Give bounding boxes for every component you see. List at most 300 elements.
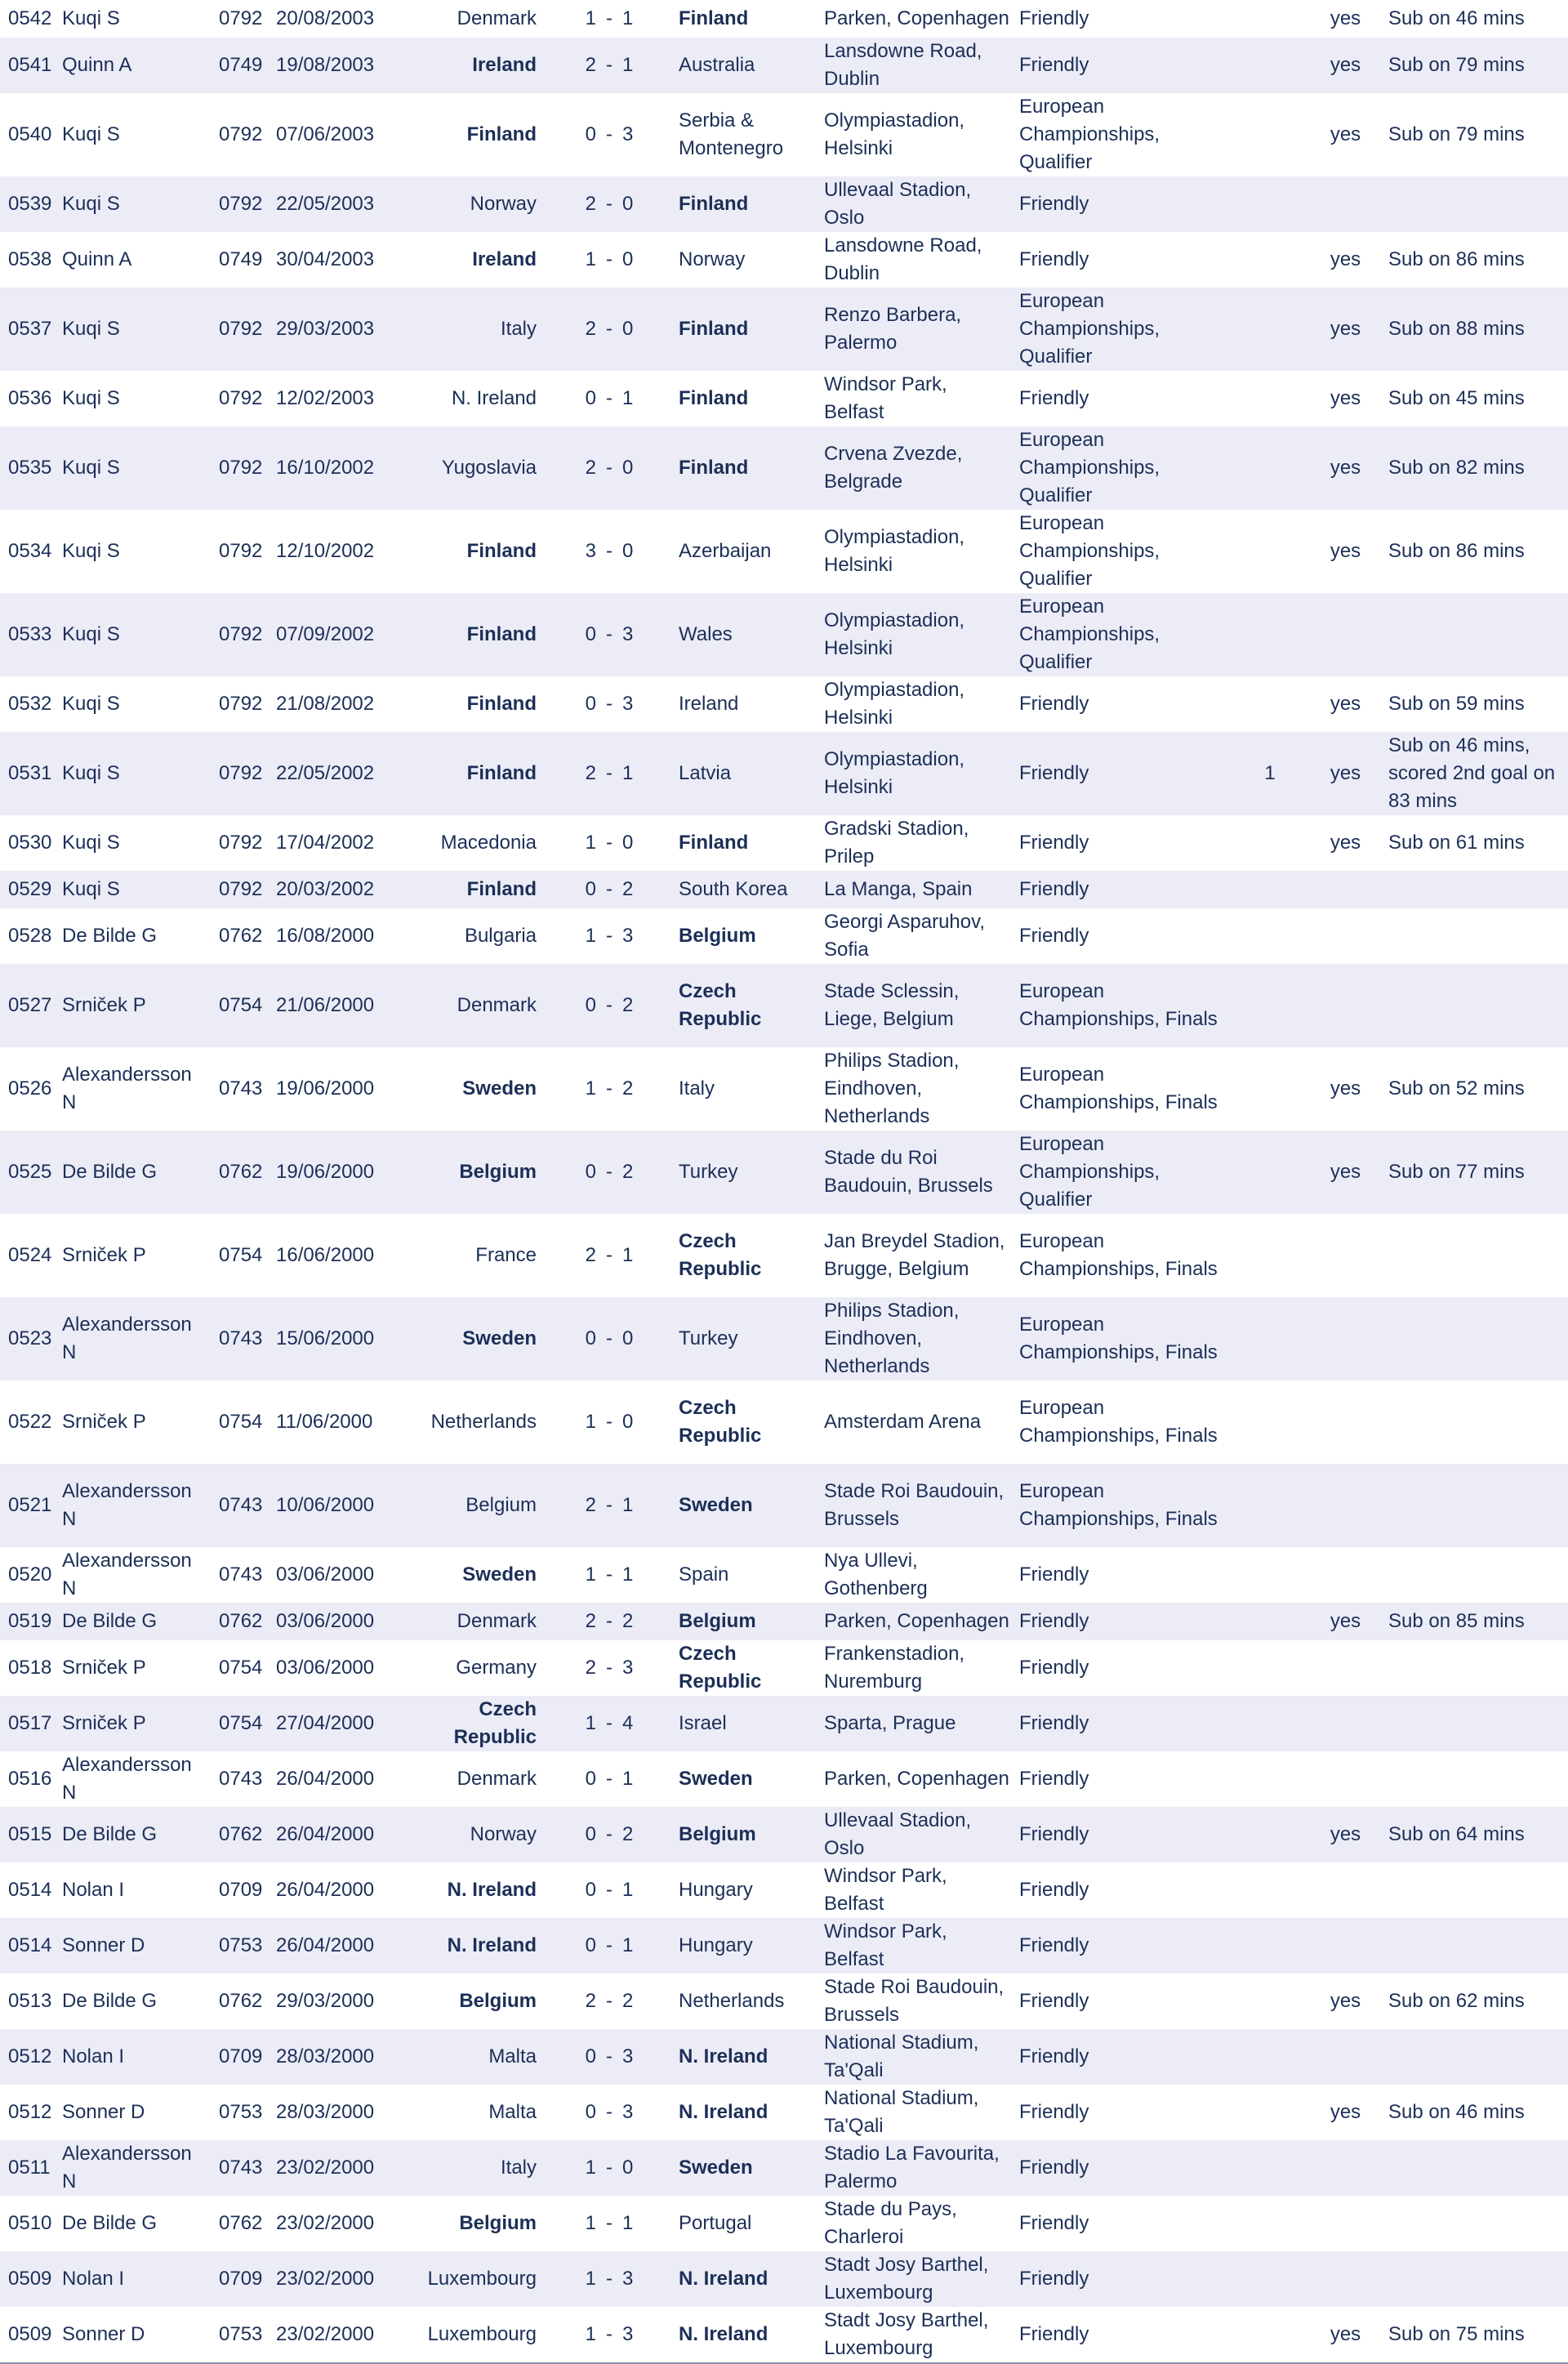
player-name: Kuqi S <box>54 288 211 371</box>
player-name: De Bilde G <box>54 1807 211 1862</box>
away-goals: 1 <box>622 1563 634 1586</box>
substitute-flag: yes <box>1311 93 1380 176</box>
goals-scored <box>1221 2029 1311 2085</box>
match-number: 0531 <box>0 732 54 815</box>
match-notes: Sub on 46 mins <box>1380 2085 1568 2140</box>
match-date: 07/09/2002 <box>268 593 394 676</box>
home-team: Sweden <box>394 1047 548 1131</box>
match-score <box>548 676 670 732</box>
player-id: 0753 <box>211 2085 268 2140</box>
away-team: Finland <box>670 815 816 871</box>
score-separator: - <box>596 1327 622 1349</box>
home-goals: 0 <box>585 1768 596 1790</box>
player-name: De Bilde G <box>54 2196 211 2251</box>
match-notes: Sub on 82 mins <box>1380 426 1568 510</box>
home-goals: 2 <box>585 1990 596 2012</box>
match-notes: Sub on 59 mins <box>1380 676 1568 732</box>
match-date: 17/04/2002 <box>268 815 394 871</box>
match-number: 0524 <box>0 1214 54 1297</box>
match-notes: Sub on 75 mins <box>1380 2307 1568 2363</box>
home-team: Finland <box>394 732 548 815</box>
player-name: De Bilde G <box>54 908 211 964</box>
player-id: 0709 <box>211 1862 268 1918</box>
competition: Friendly <box>1011 176 1221 232</box>
match-score <box>548 964 670 1047</box>
home-team: Finland <box>394 93 548 176</box>
match-number: 0515 <box>0 1807 54 1862</box>
match-score <box>548 1918 670 1974</box>
home-goals: 2 <box>585 1657 596 1679</box>
away-team: Serbia & Montenegro <box>670 93 816 176</box>
match-score <box>548 1131 670 1214</box>
match-venue: Stadio La Favourita, Palermo <box>816 2140 1011 2196</box>
match-number: 0539 <box>0 176 54 232</box>
match-score <box>548 2085 670 2140</box>
substitute-flag: yes <box>1311 1047 1380 1131</box>
match-score <box>548 1464 670 1547</box>
home-goals: 1 <box>585 2212 596 2234</box>
match-date: 07/06/2003 <box>268 93 394 176</box>
competition: Friendly <box>1011 732 1221 815</box>
match-venue: Windsor Park, Belfast <box>816 1862 1011 1918</box>
match-score <box>548 176 670 232</box>
competition: Friendly <box>1011 2085 1221 2140</box>
goals-scored <box>1221 371 1311 426</box>
match-number: 0512 <box>0 2085 54 2140</box>
score-separator: - <box>596 762 622 784</box>
match-number: 0525 <box>0 1131 54 1214</box>
goals-scored <box>1221 964 1311 1047</box>
score-separator: - <box>596 123 622 145</box>
away-team: N. Ireland <box>670 2029 816 2085</box>
competition: Friendly <box>1011 2251 1221 2307</box>
player-name: Kuqi S <box>54 871 211 908</box>
table-row <box>0 1751 1568 1807</box>
away-goals: 3 <box>622 1657 634 1679</box>
home-team: Finland <box>394 593 548 676</box>
match-notes <box>1380 176 1568 232</box>
match-date: 12/02/2003 <box>268 371 394 426</box>
table-row <box>0 2085 1568 2140</box>
match-score <box>548 510 670 593</box>
match-notes <box>1380 964 1568 1047</box>
away-goals: 1 <box>622 1494 634 1516</box>
goals-scored <box>1221 1464 1311 1547</box>
substitute-flag: yes <box>1311 1807 1380 1862</box>
player-name: De Bilde G <box>54 1603 211 1640</box>
substitute-flag <box>1311 908 1380 964</box>
match-date: 26/04/2000 <box>268 1918 394 1974</box>
home-team: Sweden <box>394 1297 548 1380</box>
match-score <box>548 1696 670 1751</box>
competition: Friendly <box>1011 815 1221 871</box>
match-venue: Olympiastadion, Helsinki <box>816 510 1011 593</box>
away-goals: 3 <box>622 2045 634 2067</box>
goals-scored <box>1221 510 1311 593</box>
table-row <box>0 964 1568 1047</box>
player-name: Sonner D <box>54 2307 211 2363</box>
away-goals: 0 <box>622 540 634 562</box>
match-score <box>548 2307 670 2363</box>
goals-scored <box>1221 593 1311 676</box>
score-separator: - <box>596 1161 622 1183</box>
away-goals: 2 <box>622 1610 634 1632</box>
goals-scored <box>1221 2085 1311 2140</box>
goals-scored <box>1221 1214 1311 1297</box>
table-row <box>0 93 1568 176</box>
home-goals: 0 <box>585 123 596 145</box>
player-id: 0792 <box>211 732 268 815</box>
competition: Friendly <box>1011 1807 1221 1862</box>
match-notes <box>1380 908 1568 964</box>
match-date: 19/06/2000 <box>268 1047 394 1131</box>
table-row <box>0 593 1568 676</box>
score-separator: - <box>596 248 622 270</box>
substitute-flag <box>1311 1918 1380 1974</box>
away-goals: 1 <box>622 54 634 76</box>
away-team: Turkey <box>670 1131 816 1214</box>
player-id: 0749 <box>211 38 268 93</box>
goals-scored <box>1221 1918 1311 1974</box>
away-goals: 1 <box>622 1244 634 1266</box>
player-name: Srniček P <box>54 964 211 1047</box>
player-name: Kuqi S <box>54 93 211 176</box>
score-separator: - <box>596 925 622 947</box>
match-number: 0520 <box>0 1547 54 1603</box>
away-goals: 0 <box>622 832 634 854</box>
match-venue: Olympiastadion, Helsinki <box>816 732 1011 815</box>
away-team: Belgium <box>670 1603 816 1640</box>
player-name: Nolan I <box>54 2251 211 2307</box>
table-row <box>0 2140 1568 2196</box>
substitute-flag: yes <box>1311 1974 1380 2029</box>
match-venue: Frankenstadion, Nuremburg <box>816 1640 1011 1696</box>
player-name: Srniček P <box>54 1380 211 1464</box>
goals-scored <box>1221 1974 1311 2029</box>
goals-scored <box>1221 1640 1311 1696</box>
away-team: Czech Republic <box>670 964 816 1047</box>
away-team: Sweden <box>670 2140 816 2196</box>
goals-scored <box>1221 1547 1311 1603</box>
home-goals: 1 <box>585 925 596 947</box>
match-score <box>548 1751 670 1807</box>
home-team: Malta <box>394 2085 548 2140</box>
match-venue: Olympiastadion, Helsinki <box>816 593 1011 676</box>
match-venue: Stadt Josy Barthel, Luxembourg <box>816 2307 1011 2363</box>
competition: Friendly <box>1011 371 1221 426</box>
table-row <box>0 2029 1568 2085</box>
match-date: 29/03/2000 <box>268 1974 394 2029</box>
substitute-flag <box>1311 2196 1380 2251</box>
match-date: 16/10/2002 <box>268 426 394 510</box>
match-number: 0517 <box>0 1696 54 1751</box>
goals-scored <box>1221 1047 1311 1131</box>
away-team: Belgium <box>670 908 816 964</box>
table-row <box>0 371 1568 426</box>
match-number: 0511 <box>0 2140 54 2196</box>
table-row <box>0 1807 1568 1862</box>
match-number: 0522 <box>0 1380 54 1464</box>
score-separator: - <box>596 1990 622 2012</box>
competition: European Championships, Finals <box>1011 1380 1221 1464</box>
away-team: Norway <box>670 232 816 288</box>
home-goals: 3 <box>585 540 596 562</box>
home-team: Netherlands <box>394 1380 548 1464</box>
home-goals: 1 <box>585 1077 596 1099</box>
competition: Friendly <box>1011 1751 1221 1807</box>
table-row <box>0 232 1568 288</box>
match-score <box>548 2140 670 2196</box>
match-venue: Lansdowne Road, Dublin <box>816 38 1011 93</box>
goals-scored <box>1221 93 1311 176</box>
match-notes <box>1380 2140 1568 2196</box>
player-name: Sonner D <box>54 2085 211 2140</box>
table-row <box>0 1297 1568 1380</box>
match-score <box>548 1547 670 1603</box>
table-row <box>0 510 1568 593</box>
match-number: 0538 <box>0 232 54 288</box>
table-row <box>0 0 1568 38</box>
competition: European Championships, Finals <box>1011 1214 1221 1297</box>
match-date: 15/06/2000 <box>268 1297 394 1380</box>
match-notes <box>1380 1640 1568 1696</box>
player-name: Sonner D <box>54 1918 211 1974</box>
score-separator: - <box>596 2157 622 2179</box>
match-notes: Sub on 85 mins <box>1380 1603 1568 1640</box>
match-venue: Parken, Copenhagen <box>816 1751 1011 1807</box>
home-goals: 2 <box>585 457 596 479</box>
home-team: Ireland <box>394 232 548 288</box>
away-goals: 0 <box>622 1411 634 1433</box>
player-id: 0754 <box>211 1696 268 1751</box>
substitute-flag <box>1311 1214 1380 1297</box>
match-notes: Sub on 86 mins <box>1380 232 1568 288</box>
substitute-flag <box>1311 1547 1380 1603</box>
goals-scored <box>1221 1862 1311 1918</box>
match-score <box>548 1047 670 1131</box>
match-score <box>548 1640 670 1696</box>
home-team: Macedonia <box>394 815 548 871</box>
player-id: 0792 <box>211 815 268 871</box>
player-id: 0792 <box>211 93 268 176</box>
away-goals: 2 <box>622 1990 634 2012</box>
table-row <box>0 676 1568 732</box>
match-venue: Windsor Park, Belfast <box>816 1918 1011 1974</box>
match-notes: Sub on 86 mins <box>1380 510 1568 593</box>
match-venue: Windsor Park, Belfast <box>816 371 1011 426</box>
goals-scored <box>1221 38 1311 93</box>
match-score <box>548 908 670 964</box>
substitute-flag <box>1311 1862 1380 1918</box>
player-name: Alexandersson N <box>54 1464 211 1547</box>
match-score <box>548 2196 670 2251</box>
substitute-flag <box>1311 1696 1380 1751</box>
score-separator: - <box>596 2268 622 2290</box>
goals-scored <box>1221 1131 1311 1214</box>
score-separator: - <box>596 878 622 900</box>
competition: European Championships, Qualifier <box>1011 1131 1221 1214</box>
substitute-flag: yes <box>1311 510 1380 593</box>
substitute-flag <box>1311 1640 1380 1696</box>
player-name: Kuqi S <box>54 732 211 815</box>
match-date: 03/06/2000 <box>268 1603 394 1640</box>
match-date: 23/02/2000 <box>268 2140 394 2196</box>
away-team: Finland <box>670 0 816 38</box>
match-venue: National Stadium, Ta'Qali <box>816 2029 1011 2085</box>
player-id: 0754 <box>211 964 268 1047</box>
away-team: South Korea <box>670 871 816 908</box>
home-goals: 2 <box>585 54 596 76</box>
away-goals: 2 <box>622 1161 634 1183</box>
match-date: 23/02/2000 <box>268 2251 394 2307</box>
player-name: Quinn A <box>54 232 211 288</box>
competition: European Championships, Qualifier <box>1011 93 1221 176</box>
away-goals: 1 <box>622 7 634 29</box>
table-row <box>0 2307 1568 2363</box>
match-venue: Stade du Roi Baudouin, Brussels <box>816 1131 1011 1214</box>
player-name: Alexandersson N <box>54 2140 211 2196</box>
away-team: Netherlands <box>670 1974 816 2029</box>
competition: European Championships, Qualifier <box>1011 510 1221 593</box>
player-name: Kuqi S <box>54 0 211 38</box>
home-team: Finland <box>394 871 548 908</box>
score-separator: - <box>596 1657 622 1679</box>
match-number: 0542 <box>0 0 54 38</box>
away-team: Italy <box>670 1047 816 1131</box>
match-number: 0523 <box>0 1297 54 1380</box>
match-venue: Jan Breydel Stadion, Brugge, Belgium <box>816 1214 1011 1297</box>
home-goals: 1 <box>585 2268 596 2290</box>
player-name: Alexandersson N <box>54 1751 211 1807</box>
match-notes: Sub on 45 mins <box>1380 371 1568 426</box>
match-date: 03/06/2000 <box>268 1640 394 1696</box>
substitute-flag: yes <box>1311 426 1380 510</box>
match-number: 0535 <box>0 426 54 510</box>
table-row <box>0 871 1568 908</box>
match-date: 23/02/2000 <box>268 2196 394 2251</box>
away-team: Finland <box>670 426 816 510</box>
goals-scored <box>1221 676 1311 732</box>
home-goals: 1 <box>585 1563 596 1586</box>
away-goals: 2 <box>622 878 634 900</box>
match-score <box>548 426 670 510</box>
match-notes: Sub on 62 mins <box>1380 1974 1568 2029</box>
substitute-flag <box>1311 1751 1380 1807</box>
goals-scored <box>1221 871 1311 908</box>
match-venue: Renzo Barbera, Palermo <box>816 288 1011 371</box>
competition: European Championships, Finals <box>1011 1297 1221 1380</box>
competition: European Championships, Qualifier <box>1011 426 1221 510</box>
player-name: Kuqi S <box>54 176 211 232</box>
match-notes <box>1380 871 1568 908</box>
home-team: Denmark <box>394 1603 548 1640</box>
competition: Friendly <box>1011 1640 1221 1696</box>
player-id: 0762 <box>211 1603 268 1640</box>
away-goals: 3 <box>622 2101 634 2123</box>
table-row <box>0 732 1568 815</box>
home-team: Luxembourg <box>394 2307 548 2363</box>
match-notes <box>1380 1214 1568 1297</box>
match-venue: Parken, Copenhagen <box>816 0 1011 38</box>
match-venue: Amsterdam Arena <box>816 1380 1011 1464</box>
match-number: 0540 <box>0 93 54 176</box>
competition: Friendly <box>1011 2029 1221 2085</box>
player-id: 0743 <box>211 1464 268 1547</box>
score-separator: - <box>596 1610 622 1632</box>
goals-scored <box>1221 288 1311 371</box>
goals-scored <box>1221 0 1311 38</box>
away-goals: 0 <box>622 2157 634 2179</box>
table-row <box>0 1862 1568 1918</box>
away-team: Belgium <box>670 1807 816 1862</box>
match-number: 0518 <box>0 1640 54 1696</box>
competition: Friendly <box>1011 1918 1221 1974</box>
home-team: Belgium <box>394 2196 548 2251</box>
away-team: N. Ireland <box>670 2251 816 2307</box>
home-goals: 1 <box>585 248 596 270</box>
score-separator: - <box>596 2323 622 2345</box>
player-id: 0762 <box>211 1807 268 1862</box>
home-team: Denmark <box>394 1751 548 1807</box>
substitute-flag <box>1311 2251 1380 2307</box>
match-score <box>548 1214 670 1297</box>
home-goals: 0 <box>585 2101 596 2123</box>
match-notes <box>1380 1862 1568 1918</box>
score-separator: - <box>596 1494 622 1516</box>
match-notes <box>1380 1918 1568 1974</box>
match-score <box>548 371 670 426</box>
substitute-flag: yes <box>1311 1131 1380 1214</box>
match-score <box>548 1380 670 1464</box>
goals-scored <box>1221 1751 1311 1807</box>
away-goals: 1 <box>622 1934 634 1956</box>
substitute-flag: yes <box>1311 288 1380 371</box>
home-goals: 0 <box>585 693 596 715</box>
match-venue: Crvena Zvezde, Belgrade <box>816 426 1011 510</box>
match-notes <box>1380 2251 1568 2307</box>
competition: Friendly <box>1011 1696 1221 1751</box>
away-goals: 2 <box>622 1823 634 1845</box>
match-date: 28/03/2000 <box>268 2085 394 2140</box>
table-row <box>0 38 1568 93</box>
match-number: 0537 <box>0 288 54 371</box>
match-date: 12/10/2002 <box>268 510 394 593</box>
player-name: Alexandersson N <box>54 1047 211 1131</box>
match-venue: Stade Roi Baudouin, Brussels <box>816 1464 1011 1547</box>
away-goals: 0 <box>622 193 634 215</box>
score-separator: - <box>596 1934 622 1956</box>
score-separator: - <box>596 1563 622 1586</box>
substitute-flag: yes <box>1311 1603 1380 1640</box>
score-separator: - <box>596 1823 622 1845</box>
match-score <box>548 815 670 871</box>
player-id: 0762 <box>211 1131 268 1214</box>
match-venue: Stade Sclessin, Liege, Belgium <box>816 964 1011 1047</box>
match-number: 0512 <box>0 2029 54 2085</box>
match-number: 0532 <box>0 676 54 732</box>
goals-scored <box>1221 1297 1311 1380</box>
away-goals: 1 <box>622 387 634 409</box>
player-name: De Bilde G <box>54 1131 211 1214</box>
away-goals: 2 <box>622 1077 634 1099</box>
home-goals: 2 <box>585 762 596 784</box>
away-goals: 4 <box>622 1712 634 1734</box>
match-number: 0536 <box>0 371 54 426</box>
away-team: Australia <box>670 38 816 93</box>
goals-scored <box>1221 815 1311 871</box>
match-notes <box>1380 2029 1568 2085</box>
match-date: 26/04/2000 <box>268 1862 394 1918</box>
